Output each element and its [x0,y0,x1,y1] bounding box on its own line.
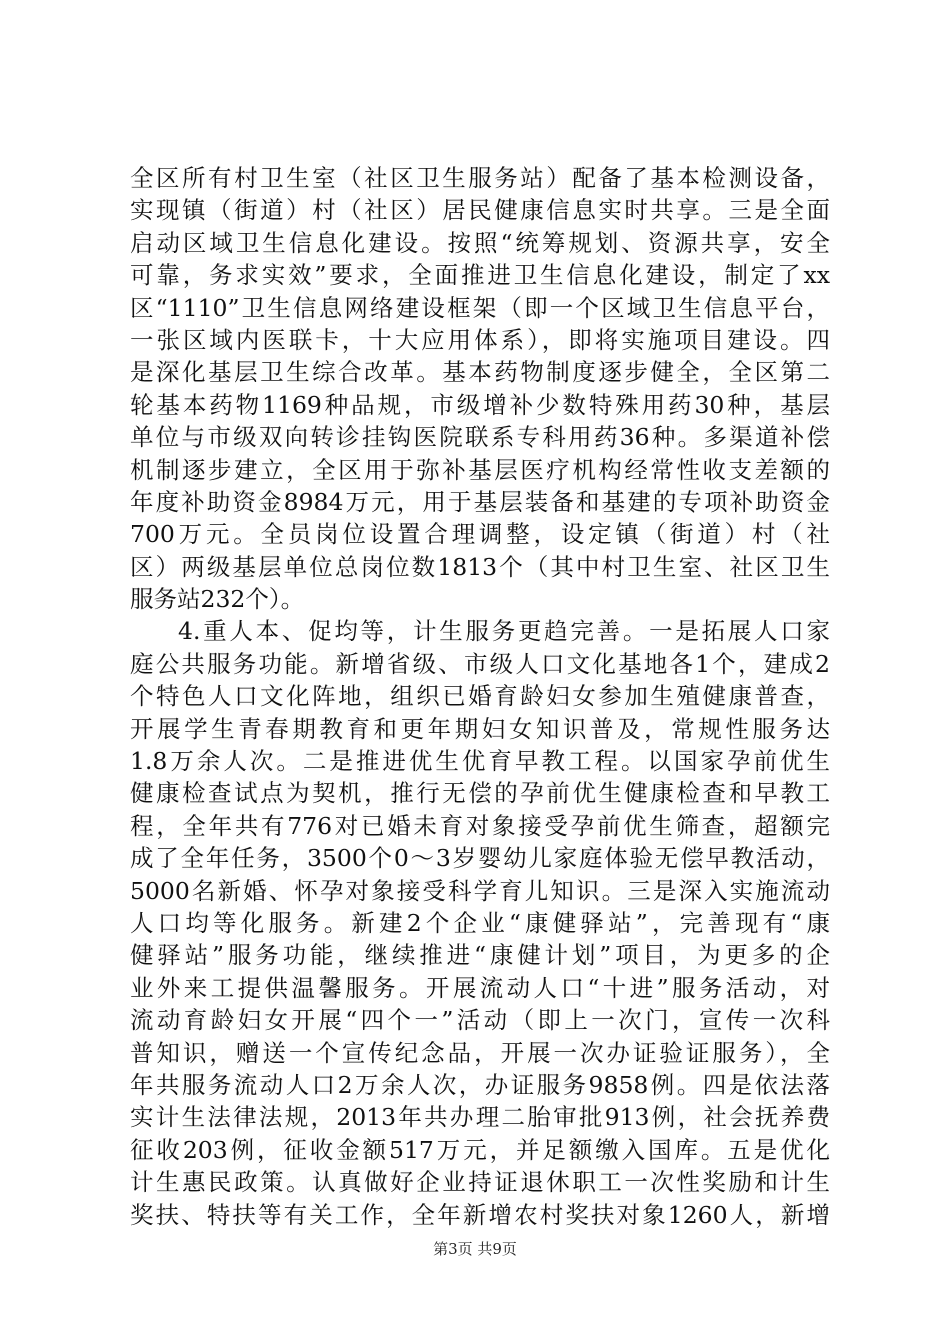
text-line: 单位与市级双向转诊挂钩医院联系专科用药36种。多渠道补偿 [130,423,830,452]
text-line: 5000名新婚、怀孕对象接受科学育儿知识。三是深入实施流动 [130,876,830,905]
text-line: 一张区域内医联卡，十大应用体系），即将实施项目建设。四 [130,325,830,354]
text-line: 庭公共服务功能。新增省级、市级人口文化基地各1个，建成2 [130,649,830,678]
body-text [130,162,830,1231]
text-line: 计生惠民政策。认真做好企业持证退休职工一次性奖励和计生 [130,1168,830,1197]
paragraph-1 [130,162,830,615]
text-line: 区）两级基层单位总岗位数1813个（其中村卫生室、社区卫生 [130,552,830,581]
text-line: 年共服务流动人口2万余人次，办证服务9858例。四是依法落 [130,1070,830,1099]
text-line: 健康检查试点为契机，推行无偿的孕前优生健康检查和早教工 [130,779,830,808]
text-line: 实现镇（街道）村（社区）居民健康信息实时共享。三是全面 [130,196,830,225]
text-line: 机制逐步建立，全区用于弥补基层医疗机构经常性收支差额的 [130,455,830,484]
page-number: 第3页 共9页 [433,1240,517,1258]
text-line: 业外来工提供温馨服务。开展流动人口“十进”服务活动，对 [130,973,830,1002]
text-line: 普知识，赠送一个宣传纪念品，开展一次办证验证服务），全 [130,1038,830,1067]
text-line: 4.重人本、促均等，计生服务更趋完善。一是拓展人口家 [178,617,830,646]
text-line: 可靠，务求实效”要求，全面推进卫生信息化建设，制定了xx [130,261,830,290]
text-line: 健驿站”服务功能，继续推进“康健计划”项目，为更多的企 [130,941,830,970]
text-line: 个特色人口文化阵地，组织已婚育龄妇女参加生殖健康普查， [130,682,830,711]
text-line: 启动区域卫生信息化建设。按照“统筹规划、资源共享，安全 [130,228,830,257]
text-line: 人口均等化服务。新建2个企业“康健驿站”，完善现有“康 [130,908,830,937]
text-line: 是深化基层卫生综合改革。基本药物制度逐步健全，全区第二 [130,358,830,387]
text-line: 奖扶、特扶等有关工作，全年新增农村奖扶对象1260人，新增 [130,1200,830,1229]
text-line: 实计生法律法规，2013年共办理二胎审批913例，社会抚养费 [130,1103,830,1132]
text-line: 1.8万余人次。二是推进优生优育早教工程。以国家孕前优生 [130,747,830,776]
text-line: 700万元。全员岗位设置合理调整，设定镇（街道）村（社 [130,520,830,549]
text-line: 轮基本药物1169种品规，市级增补少数特殊用药30种，基层 [130,390,830,419]
text-line: 服务站232个）。 [130,585,305,614]
text-line: 程，全年共有776对已婚未育对象接受孕前优生筛查，超额完 [130,811,830,840]
text-line: 流动育龄妇女开展“四个一”活动（即上一次门，宣传一次科 [130,1006,830,1035]
text-line: 年度补助资金8984万元，用于基层装备和基建的专项补助资金 [130,487,830,516]
text-line: 开展学生青春期教育和更年期妇女知识普及，常规性服务达 [130,714,830,743]
text-line: 区“1110”卫生信息网络建设框架（即一个区域卫生信息平台， [130,293,830,322]
text-line: 成了全年任务，3500个0～3岁婴幼儿家庭体验无偿早教活动， [130,844,830,873]
text-line: 全区所有村卫生室（社区卫生服务站）配备了基本检测设备， [130,164,830,192]
text-line: 征收203例，征收金额517万元，并足额缴入国库。五是优化 [130,1135,830,1164]
paragraph-2 [130,615,830,1230]
